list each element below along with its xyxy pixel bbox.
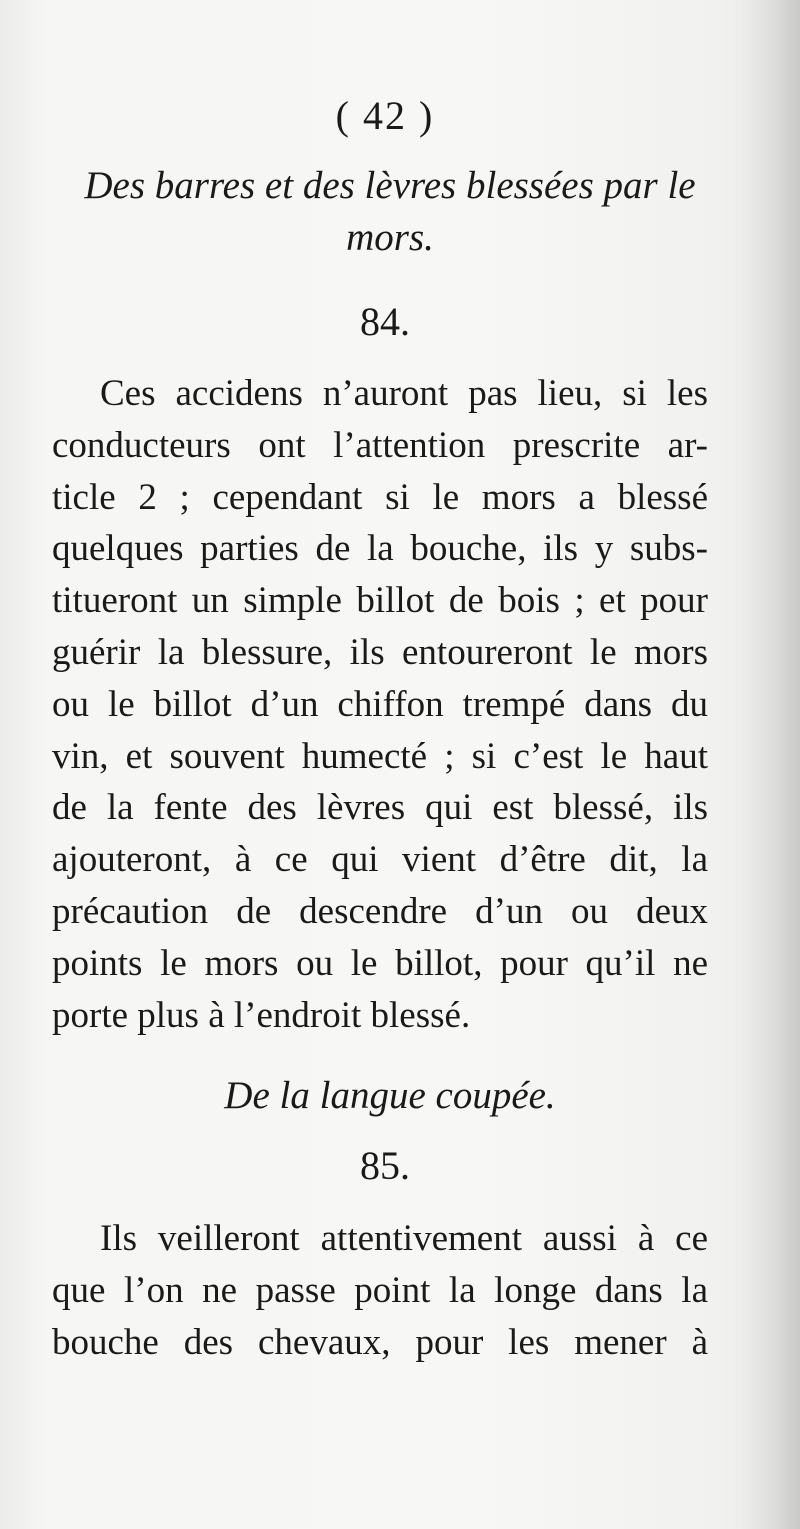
paragraph-line: de la fente des lèvres qui est blessé, ils — [52, 787, 708, 829]
paragraph-line: conducteurs ont l’attention prescrite ar- — [52, 424, 708, 466]
page-number: ( 42 ) — [335, 93, 435, 138]
heading-line: De la langue coupée. — [224, 1074, 556, 1117]
article-number-85: 85. — [360, 1143, 410, 1188]
paragraph-line: précaution de descendre d’un ou deux — [52, 890, 708, 932]
paragraph-line: bouche des chevaux, pour les mener à — [52, 1321, 708, 1363]
paragraph-line: guérir la blessure, ils entoureront le mors — [52, 631, 708, 673]
paragraph-line: points le mors ou le billot, pour qu’il ne — [52, 942, 708, 984]
paragraph-line: quelques parties de la bouche, ils y subs- — [52, 528, 708, 570]
section-heading-85 — [40, 1070, 740, 1122]
paragraph-line: Ces accidens n’auront pas lieu, si les — [100, 373, 708, 414]
paragraph-line: titueront un simple billot de bois ; et pour — [52, 580, 708, 622]
section-heading-84 — [40, 160, 740, 264]
page-edge-shadow — [740, 0, 800, 1529]
paragraph-line: ou le billot d’un chiffon trempé dans du — [52, 683, 708, 725]
paragraph-line: Ils veilleront attentivement aussi à ce — [100, 1218, 708, 1259]
heading-line: mors. — [346, 216, 434, 259]
heading-line: Des barres et des lèvres blessées par le — [84, 164, 696, 207]
paragraph-line: ajouteront, à ce qui vient d’être dit, la — [52, 839, 708, 881]
article-number-84: 84. — [360, 299, 410, 344]
paragraph-line: porte plus à l’endroit blessé. — [52, 994, 471, 1036]
article-85-paragraph — [52, 1213, 708, 1368]
article-84-paragraph — [52, 368, 708, 1041]
paragraph-line: que l’on ne passe point la longe dans la — [52, 1269, 708, 1311]
paragraph-line: vin, et souvent humecté ; si c’est le haut — [52, 735, 708, 777]
paragraph-line: ticle 2 ; cependant si le mors a blessé — [52, 476, 708, 518]
